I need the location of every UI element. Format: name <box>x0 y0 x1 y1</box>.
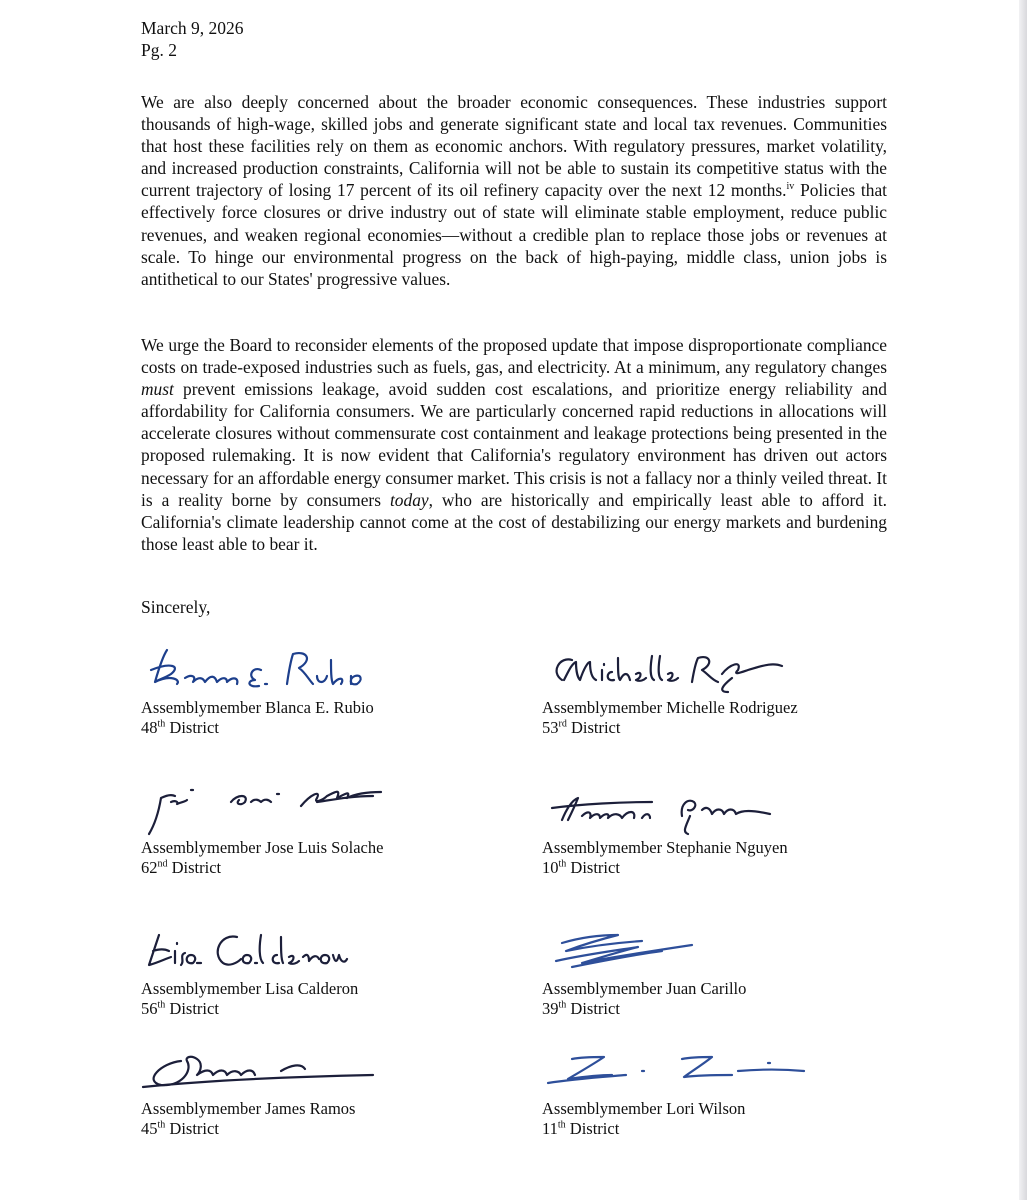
signature-michelle-rodriguez <box>542 640 842 700</box>
letter-date: March 9, 2026 <box>141 18 244 38</box>
signer-name: Assemblymember Juan Carillo <box>542 979 747 998</box>
signer-district: 45th District <box>141 1119 219 1138</box>
signer-district: 10th District <box>542 858 620 877</box>
signer-district: 62nd District <box>141 858 222 877</box>
signer-district: 53rd District <box>542 718 621 737</box>
emphasis-text: today <box>389 489 429 510</box>
signer-district: 48th District <box>141 718 219 737</box>
signer-name: Assemblymember Jose Luis Solache <box>141 838 384 857</box>
signer-name: Assemblymember Stephanie Nguyen <box>542 838 788 857</box>
page-edge-shadow <box>1019 0 1027 1200</box>
paragraph-text: Policies that effectively force closures or drive industry out of state will eliminate stable employment, reduce public revenues, and weaken regional economies—without a credible plan to replace those jobs or revenues at scale. To hinge our environmental progress on the back of high-paying, middle class, union jobs is antithetical to our States' progressive values. <box>141 180 887 289</box>
signer-name: Assemblymember Lori Wilson <box>542 1099 746 1118</box>
signer-district: 39th District <box>542 999 620 1018</box>
signature-lisa-calderon <box>141 921 441 981</box>
signature-blanca-rubio <box>141 640 441 700</box>
paragraph-text: We urge the Board to reconsider elements of the proposed update that impose disproportionate compliance costs on trade-exposed industries such as fuels, gas, and electricity. At a minimum, any regulatory changes <box>141 335 887 378</box>
closing-salutation: Sincerely, <box>141 597 211 617</box>
signer-name: Assemblymember James Ramos <box>141 1099 356 1118</box>
page-number: Pg. 2 <box>141 40 177 60</box>
signature-juan-carillo <box>542 921 842 981</box>
emphasis-text: must <box>141 379 174 400</box>
footnote-marker: iv <box>786 181 795 193</box>
paragraph-text: prevent emissions leakage, avoid sudden cost escalations, and prioritize energy reliability and affordability for California consumers. We are particularly concerned rapid reductions in allocations will accelerate closures without commensurate cost containment and leakage protections being presented in the proposed rulemaking. It is now evident that California's regulatory environment has driven out actors necessary for an affordable energy consumer market. This crisis is not a fallacy nor a thinly veiled threat. It is a reality borne by consumers <box>141 379 887 510</box>
signature-lori-wilson <box>542 1041 842 1101</box>
signer-name: Assemblymember Blanca E. Rubio <box>141 698 374 717</box>
paragraph-board-request <box>141 334 887 555</box>
signature-james-ramos <box>141 1041 441 1101</box>
letter-header <box>141 17 244 61</box>
signer-district: 11th District <box>542 1119 620 1138</box>
signature-stephanie-nguyen <box>542 780 842 840</box>
signer-district: 56th District <box>141 999 219 1018</box>
signer-name: Assemblymember Lisa Calderon <box>141 979 359 998</box>
signer-name: Assemblymember Michelle Rodriguez <box>542 698 798 717</box>
signature-jose-solache <box>141 780 441 840</box>
paragraph-text: , who are historically and empirically least able to afford it. California's climate leadership cannot come at the cost of destabilizing our energy markets and burdening those least able to bear it. <box>141 489 887 554</box>
paragraph-economic-consequences <box>141 91 887 290</box>
paragraph-text: We are also deeply concerned about the broader economic consequences. These industries support thousands of high-wage, skilled jobs and generate significant state and local tax revenues. Communities that host these facilities rely on them as economic anchors. With regulatory pressures, market volatility, and increased production constraints, California will not be able to sustain its competitive status with the current trajectory of losing 17 percent of its oil refinery capacity over the next 12 months. <box>141 92 887 201</box>
